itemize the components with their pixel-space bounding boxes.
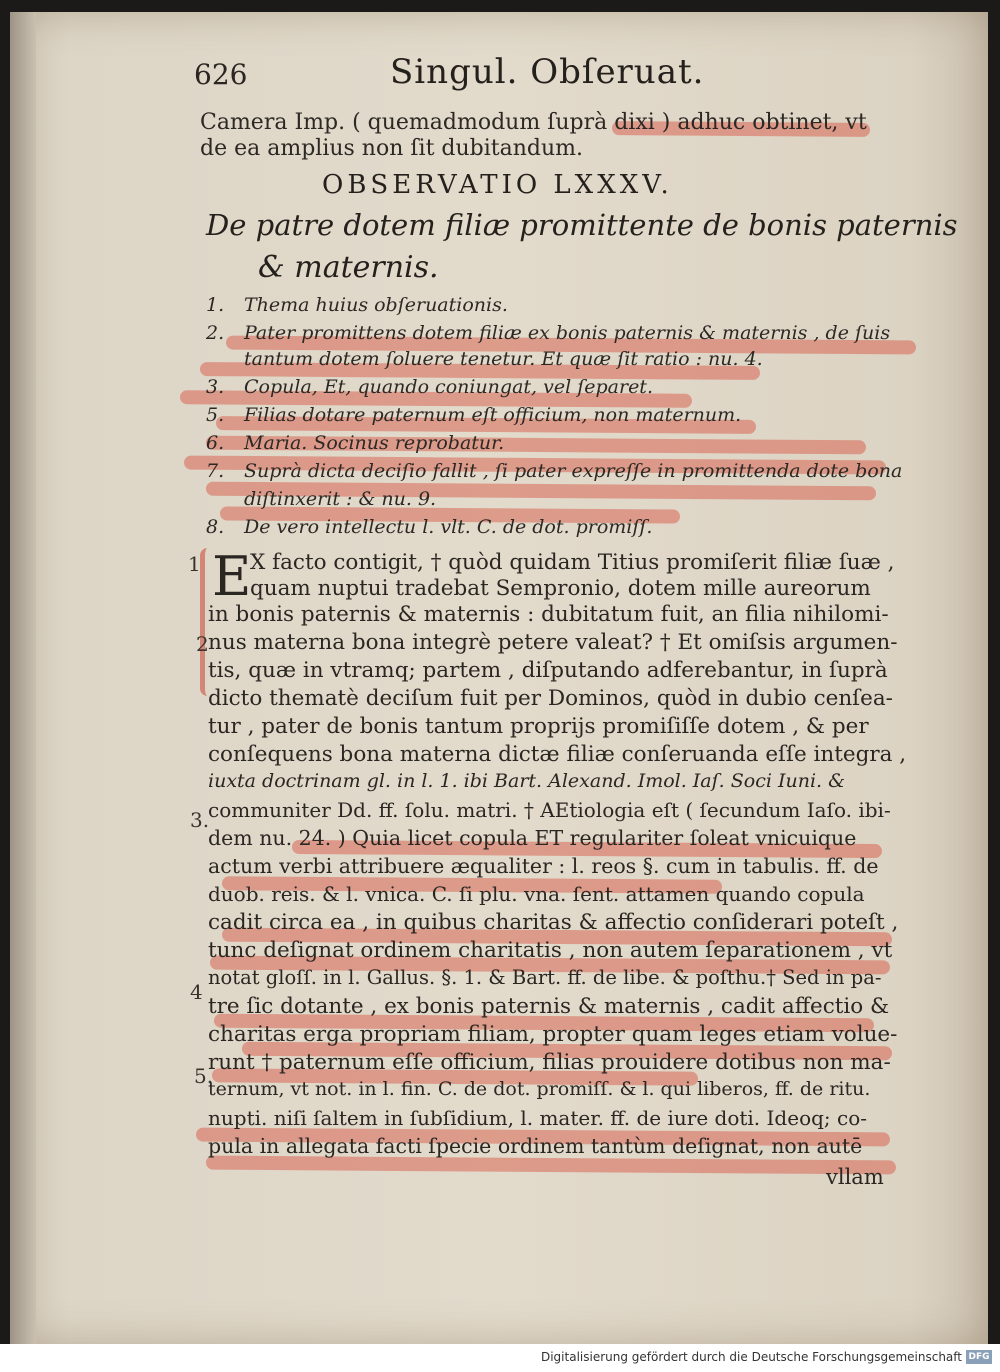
body-line: communiter Dd. ff. ſolu. matri. † AEtiologia eſt ( ſecundum Iaſo. ibi-: [208, 798, 891, 822]
body-line: tur , pater de bonis tantum proprijs promiſiſſe dotem , & per: [208, 714, 869, 739]
running-header: [194, 52, 894, 102]
index-entry: tantum dotem ſoluere tenetur. Et quæ ſit ratio : nu. 4.: [244, 348, 763, 370]
drop-capital: E: [212, 545, 252, 608]
index-entry: 5. Filias dotare paternum eſt officium, non maternum.: [206, 404, 742, 426]
observatio-subtitle: & maternis.: [258, 250, 439, 285]
digitization-footer: [0, 1344, 1000, 1372]
intro-line: de ea amplius non ſit dubitandum.: [200, 136, 584, 161]
body-line: notat gloſſ. in l. Gallus. §. 1. & Bart. ff. de libe. & poſthu.† Sed in pa-: [208, 966, 882, 989]
book-spine: [10, 12, 36, 1344]
running-title: Singul. Obſeruat.: [390, 52, 705, 92]
body-line: pula in allegata facti ſpecie ordinem tantùm deſignat, non autē: [208, 1134, 863, 1158]
index-entry: 6. Maria. Socinus reprobatur.: [206, 432, 505, 454]
margin-number: 3.: [190, 808, 210, 832]
body-line: dem nu. 24. ) Quia licet copula ET regulariter ſoleat vnicuique: [208, 826, 857, 850]
body-line: conſequens bona materna dictæ filiæ conſeruanda eſſe integra ,: [208, 742, 907, 767]
body-line: cadit circa ea , in quibus charitas & affectio conſiderari poteſt ,: [208, 910, 899, 935]
body-line: iuxta doctrinam gl. in l. 1. ibi Bart. Alexand. Imol. Iaſ. Soci Iuni. &: [208, 770, 846, 792]
index-entry: 1. Thema huius obſeruationis.: [206, 294, 508, 316]
body-line: ternum, vt not. in l. fin. C. de dot. promiſſ. & l. qui liberos, ff. de ritu.: [208, 1078, 871, 1100]
observatio-subtitle: De patre dotem filiæ promittente de bonis paternis: [206, 208, 958, 242]
footer-credit: Digitalisierung gefördert durch die Deutsche Forschungsgemeinschaft: [540, 1350, 962, 1364]
intro-line: Camera Imp. ( quemadmodum ſuprà dixi ) adhuc obtinet, vt: [200, 110, 867, 135]
body-line: nus materna bona integrè petere valeat? † Et omiſsis argumen-: [208, 630, 898, 655]
body-line: actum verbi attribuere æqualiter : l. reos §. cum in tabulis. ff. de: [208, 854, 879, 878]
body-line: nupti. niſi ſaltem in ſubſidium, l. mater. ff. de iure doti. Ideoq; co-: [208, 1106, 868, 1130]
catchword: vllam: [826, 1165, 884, 1189]
body-line: tis, quæ in vtramq; partem , diſputando adferebantur, in ſuprà: [208, 658, 888, 683]
margin-number: 4: [190, 980, 203, 1004]
observatio-title: OBSERVATIO LXXXV.: [322, 170, 673, 200]
index-entry: 7. Suprà dicta deciſio fallit , ſi pater expreſſe in promittenda dote bona: [206, 460, 903, 482]
page-number: 626: [194, 58, 248, 91]
body-line: duob. reis. & l. vnica. C. ſi plu. vna. ſent. attamen quando copula: [208, 882, 865, 906]
margin-number: 1: [188, 552, 201, 576]
margin-number: 2: [196, 632, 209, 656]
dfg-logo: DFG: [966, 1350, 992, 1364]
body-line: charitas erga propriam filiam, propter quam leges etiam volue-: [208, 1022, 898, 1047]
margin-number: 5.: [194, 1064, 214, 1088]
index-entry: 8. De vero intellectu l. vlt. C. de dot. promiſſ.: [206, 516, 653, 538]
body-line: tre ſic dotante , ex bonis paternis & maternis , cadit affectio &: [208, 994, 890, 1019]
index-entry: diſtinxerit : & nu. 9.: [244, 488, 437, 510]
index-entry: 3. Copula, Et, quando coniungat, vel ſeparet.: [206, 376, 653, 398]
body-line: X facto contigit, † quòd quidam Titius promiſerit filiæ ſuæ ,: [250, 550, 895, 575]
body-line: tunc deſignat ordinem charitatis , non autem ſeparationem , vt: [208, 938, 893, 963]
body-line: runt † paternum eſſe officium, filias prouidere dotibus non ma-: [208, 1050, 891, 1075]
body-line: dicto thematè deciſum fuit per Dominos, quòd in dubio cenſea-: [208, 686, 893, 711]
body-line: quam nuptui tradebat Sempronio, dotem mille aureorum: [250, 576, 871, 601]
body-line: in bonis paternis & maternis : dubitatum fuit, an filia nihilomi-: [208, 602, 889, 627]
index-entry: 2. Pater promittens dotem filiæ ex bonis paternis & maternis , de ſuis: [206, 322, 891, 344]
